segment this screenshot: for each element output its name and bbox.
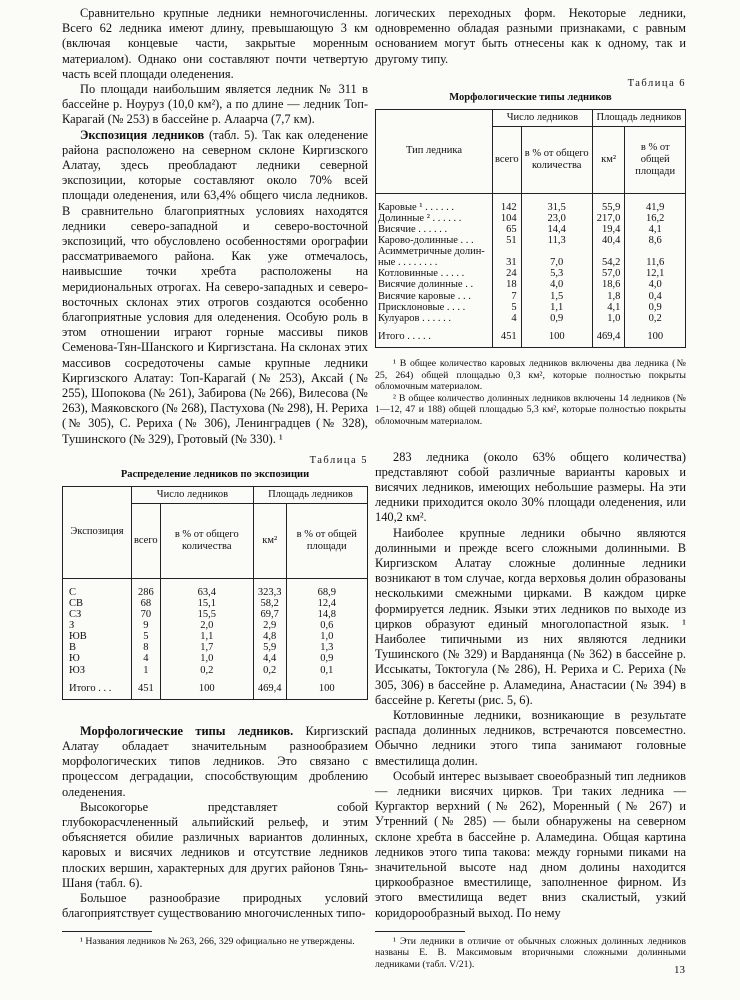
table-cell: 0,2	[160, 665, 253, 676]
row-label: Карово-долинные . . .	[376, 235, 493, 246]
row-label: ЮЗ	[63, 665, 132, 676]
table-cell: 0,9	[521, 313, 592, 324]
row-label: Висячие . . . . . .	[376, 224, 493, 235]
row-label: Итого . . . . .	[376, 324, 493, 348]
table-cell: 18	[493, 279, 522, 290]
table-cell: 68	[132, 598, 161, 609]
table-cell: 0,6	[286, 620, 367, 631]
col-header: Площадь ледников	[253, 486, 367, 503]
row-label: ные . . . . . . . .	[376, 257, 493, 268]
paragraph-body: (табл. 5). Так как оледенение района расположено на северном склоне Киргизского Алатау, здесь преобладают ледники северной экспозиции, которые составляют около 70% всей площади оледенения, или 63,4% общего числа ледников. В сравнительно благоприятных условиях находятся ледники северо-западной и северо-восточной экспозиций, что обусловлено особенностями орографии рассматриваемого района. Как уже отмечалось, наивысшие точки хребта расположены на меридиональных отрогах. На северо-западных и северо-восточных склонах этих отрогов создаются особенно благоприятные условия для оледенения. Особую роль в этом отношении играют горные массивы пиков Семенова-Тян-Шанского и Киргизстана. На склонах этих массивов сосредоточены самые крупные ледники Киргизского Алатау: Топ-Карагай (№ 253), Аксай (№ 255), Шопокова (№ 261), Забирова (№ 266), Вилесова (№ 263), Маяковского (№ 268), Пастухова (№ 298), Н. Рериха (№ 305), С. Рериха (№ 306), Ленинградцев (№ 328), Тушинского (№ 329), Гротовый (№ 330). ¹	[62, 127, 368, 446]
paragraph: Большое разнообразие природных условий благоприятствует существованию многочисленных типо-	[62, 890, 368, 921]
paragraph-morph	[62, 724, 368, 800]
table-cell: 11,3	[521, 235, 592, 246]
morphology-table	[375, 109, 686, 348]
table-cell: 100	[160, 676, 253, 700]
footnote: ¹ Эти ледники в отличие от обычных сложных долинных ледников названы Е. В. Максимовым вторичными сложными долинными ледниками (табл. V/21).	[375, 935, 686, 970]
table-cell: 1,8	[592, 291, 625, 302]
table-note: ¹ В общее количество каровых ледников включены два ледника (№ 25, 264) общей площадью 0,3 км², которые полностью покрыты обломочным материалом.	[375, 357, 686, 393]
table-cell: 65	[493, 224, 522, 235]
table-row	[63, 598, 368, 609]
table-cell: 18,6	[592, 279, 625, 290]
row-label: Висячие долинные . .	[376, 279, 493, 290]
table-row	[63, 642, 368, 653]
paragraph: Наиболее крупные ледники обычно являются долинными и прежде всего сложными долинными. В Киргизском Алатау сложные долинные ледники возникают в том случае, когда верховья долин образованы несколькими смежными цирками. В каждом цирке формируется ледник. Языки этих ледников по выходе из цирков образуют единый многолопастной язык. ¹ Наиболее типичными из них являются ледники Тушинского (№ 329) и Варданянца (№ 362) в бассейне р. Иссыкаты, Токтогула (№ 286), Н. Рериха и С. Рериха (№ 305, 306) в бассейне р. Аламедина, Анастасии (№ 394) в бассейне р. Кегеты (рис. 5, 6).	[375, 525, 686, 707]
table-row	[376, 313, 686, 324]
footnote: ¹ Названия ледников № 263, 266, 329 официально не утверждены.	[80, 936, 355, 948]
col-header: в % от общей площади	[286, 503, 367, 578]
table-cell: 1,0	[286, 631, 367, 642]
paragraph: 283 ледника (около 63% общего количества) представляют собой различные варианты каровых и висячих ледников, имеющих небольшие размеры. На эти ледники приходится около 30% площади оледенения, или 140,2 км².	[375, 449, 686, 525]
table-cell: 68,9	[286, 578, 367, 598]
table-row	[376, 224, 686, 235]
left-column	[62, 6, 368, 948]
paragraph: логических переходных форм. Некоторые ледники, одновременно обладая разными признаками, с равным основанием могут быть отнесены как к одному, так и другому типу.	[375, 6, 686, 66]
table-cell: 11,6	[625, 257, 686, 268]
paragraph: Сравнительно крупные ледники немногочисленны. Всего 62 ледника имеют длину, превышающую 3 км (включая концевые части, закрытые моренным материалом). Однако они составляют почти четвертую часть всей площади оледенения.	[62, 6, 368, 81]
paragraph: Особый интерес вызывает своеобразный тип ледников — ледники висячих цирков. Три таких ледника — Кургактор верхний (№ 262), Моренный (№ 267) и Утренний (№ 285) — были обнаружены на северном склоне хребта в бассейне р. Аламедина. Общая картина ледников этого типа такова: между горными пиками на значительной высоте над дном долины находится циркообразное вместилище, заполненное фирном. Из этого вместилища ведет вниз скалистый, узкий коридорообразный выход. По нему	[375, 768, 686, 920]
table-row	[63, 653, 368, 664]
table-cell: 100	[521, 324, 592, 348]
table-cell: 217,0	[592, 213, 625, 224]
col-header: Тип ледника	[376, 109, 493, 193]
table-label: Таблица 6	[627, 77, 686, 89]
table-cell	[592, 246, 625, 257]
section-heading: Морфологические типы ледников.	[80, 723, 294, 738]
col-header: в % от общего количества	[521, 126, 592, 193]
table-cell: 469,4	[253, 676, 286, 700]
row-label: Асимметричные долин-	[376, 246, 493, 257]
row-label: Висячие каровые . . .	[376, 291, 493, 302]
table-cell: 1	[132, 665, 161, 676]
table-cell: 2,9	[253, 620, 286, 631]
table-cell: 8	[132, 642, 161, 653]
table-caption: Морфологические типы ледников	[449, 91, 612, 103]
table-cell	[493, 246, 522, 257]
table-cell: 70	[132, 609, 161, 620]
row-label: Кулуаров . . . . . .	[376, 313, 493, 324]
table-cell: 1,0	[160, 653, 253, 664]
col-header: Площадь ледников	[592, 109, 685, 126]
table-cell: 7	[493, 291, 522, 302]
row-label: Ю	[63, 653, 132, 664]
footnote-rule	[375, 931, 465, 932]
table-cell: 142	[493, 193, 522, 213]
table-cell: 2,0	[160, 620, 253, 631]
table-cell: 7,0	[521, 257, 592, 268]
paragraph-exposure	[62, 128, 368, 447]
table-cell: 4,0	[521, 279, 592, 290]
table-cell: 0,2	[625, 313, 686, 324]
row-label: Котловинные . . . . .	[376, 268, 493, 279]
paragraph-body: Киргизский Алатау обладает значительным разнообразием морфологических типов ледников. Это связано с процессом деградации, способствующим дроблению оледенения.	[62, 723, 368, 799]
table-cell: 14,8	[286, 609, 367, 620]
row-label: Присклоновые . . . .	[376, 302, 493, 313]
table-row	[376, 291, 686, 302]
table-row	[376, 279, 686, 290]
col-header: Число ледников	[493, 109, 593, 126]
table-cell: 15,1	[160, 598, 253, 609]
table-caption: Распределение ледников по экспозиции	[120, 468, 310, 480]
table-cell	[521, 246, 592, 257]
table-label: Таблица 5	[309, 454, 368, 466]
table-cell: 9	[132, 620, 161, 631]
row-label: З	[63, 620, 132, 631]
row-label: В	[63, 642, 132, 653]
table-cell: 19,4	[592, 224, 625, 235]
table-cell: 4,1	[592, 302, 625, 313]
col-header: всего	[493, 126, 522, 193]
table-cell: 58,2	[253, 598, 286, 609]
table-cell: 100	[286, 676, 367, 700]
table-cell: 0,4	[625, 291, 686, 302]
table-cell: 1,3	[286, 642, 367, 653]
table-cell: 23,0	[521, 213, 592, 224]
table-cell: 16,2	[625, 213, 686, 224]
paragraph: Котловинные ледники, возникающие в результате распада долинных ледников, встречаются повсеместно. Обычно ледники этого типа занимают головные вместилища долин.	[375, 707, 686, 768]
table-cell: 1,7	[160, 642, 253, 653]
table-cell: 4	[493, 313, 522, 324]
table-row	[63, 609, 368, 620]
table-cell: 4	[132, 653, 161, 664]
table-cell: 451	[132, 676, 161, 700]
table-cell: 1,5	[521, 291, 592, 302]
table-row	[376, 235, 686, 246]
table-cell	[625, 246, 686, 257]
table-cell: 5	[493, 302, 522, 313]
table-cell: 55,9	[592, 193, 625, 213]
table-row	[63, 631, 368, 642]
row-label: С	[63, 578, 132, 598]
table-cell: 12,1	[625, 268, 686, 279]
table-cell: 69,7	[253, 609, 286, 620]
table-total-row	[63, 676, 368, 700]
table-cell: 104	[493, 213, 522, 224]
paragraph: По площади наибольшим является ледник № 311 в бассейне р. Ноуруз (10,0 км²), а по длине — ледник Топ-Карагай (№ 253) в бассейне р. Алаарча (7,7 км).	[62, 82, 368, 127]
table-cell: 31	[493, 257, 522, 268]
col-header: км²	[592, 126, 625, 193]
col-header: в % от общего количества	[160, 503, 253, 578]
table-cell: 323,3	[253, 578, 286, 598]
table-cell: 286	[132, 578, 161, 598]
table-note: ² В общее количество долинных ледников включены 14 ледников (№ 1—12, 47 и 188) общей площадью 5,3 км², которые полностью покрыты обломочным материалом.	[375, 392, 686, 427]
table-row	[63, 578, 368, 598]
table-cell: 1,1	[160, 631, 253, 642]
col-header: в % от общей площади	[625, 126, 686, 193]
table-cell: 100	[625, 324, 686, 348]
table-cell: 14,4	[521, 224, 592, 235]
table-cell: 51	[493, 235, 522, 246]
table-cell: 4,8	[253, 631, 286, 642]
table-cell: 0,9	[625, 302, 686, 313]
table-cell: 31,5	[521, 193, 592, 213]
col-header: Число ледников	[132, 486, 254, 503]
table-cell: 0,1	[286, 665, 367, 676]
table-row	[63, 665, 368, 676]
table-cell: 0,9	[286, 653, 367, 664]
table-cell: 469,4	[592, 324, 625, 348]
row-label: ЮВ	[63, 631, 132, 642]
row-label: Итого . . .	[63, 676, 132, 700]
table-cell: 1,1	[521, 302, 592, 313]
table-cell: 40,4	[592, 235, 625, 246]
table-cell: 4,1	[625, 224, 686, 235]
table-row	[376, 268, 686, 279]
table-cell: 12,4	[286, 598, 367, 609]
row-label: СЗ	[63, 609, 132, 620]
table-total-row	[376, 324, 686, 348]
table-cell: 41,9	[625, 193, 686, 213]
table-row	[376, 257, 686, 268]
table-cell: 5,3	[521, 268, 592, 279]
section-heading: Экспозиция ледников	[80, 127, 205, 142]
row-label: Долинные ² . . . . . .	[376, 213, 493, 224]
table-cell: 63,4	[160, 578, 253, 598]
table-cell: 0,2	[253, 665, 286, 676]
table-cell: 1,0	[592, 313, 625, 324]
paragraph: Высокогорье представляет собой глубокорасчлененный альпийский рельеф, и этим объясняется обилие различных вариантов долинных, каровых и висячих ледников и отсутствие ледников плоских вершин, характерных для других районов Тянь-Шаня (табл. 6).	[62, 799, 368, 890]
row-label: СВ	[63, 598, 132, 609]
exposure-table	[62, 486, 368, 700]
table-cell: 8,6	[625, 235, 686, 246]
table-row	[63, 620, 368, 631]
table-row	[376, 213, 686, 224]
table-cell: 451	[493, 324, 522, 348]
right-column	[375, 6, 686, 971]
footnote-rule	[62, 931, 152, 932]
table-row	[376, 193, 686, 213]
table-row	[376, 302, 686, 313]
table-cell: 24	[493, 268, 522, 279]
table-cell: 54,2	[592, 257, 625, 268]
table-cell: 15,5	[160, 609, 253, 620]
table-row	[376, 246, 686, 257]
page-number: 13	[674, 964, 685, 976]
col-header: км²	[253, 503, 286, 578]
table-cell: 5,9	[253, 642, 286, 653]
table-cell: 4,4	[253, 653, 286, 664]
table-cell: 5	[132, 631, 161, 642]
row-label: Каровые ¹ . . . . . .	[376, 193, 493, 213]
col-header: всего	[132, 503, 161, 578]
table-cell: 4,0	[625, 279, 686, 290]
table-cell: 57,0	[592, 268, 625, 279]
col-header: Экспозиция	[63, 486, 132, 578]
